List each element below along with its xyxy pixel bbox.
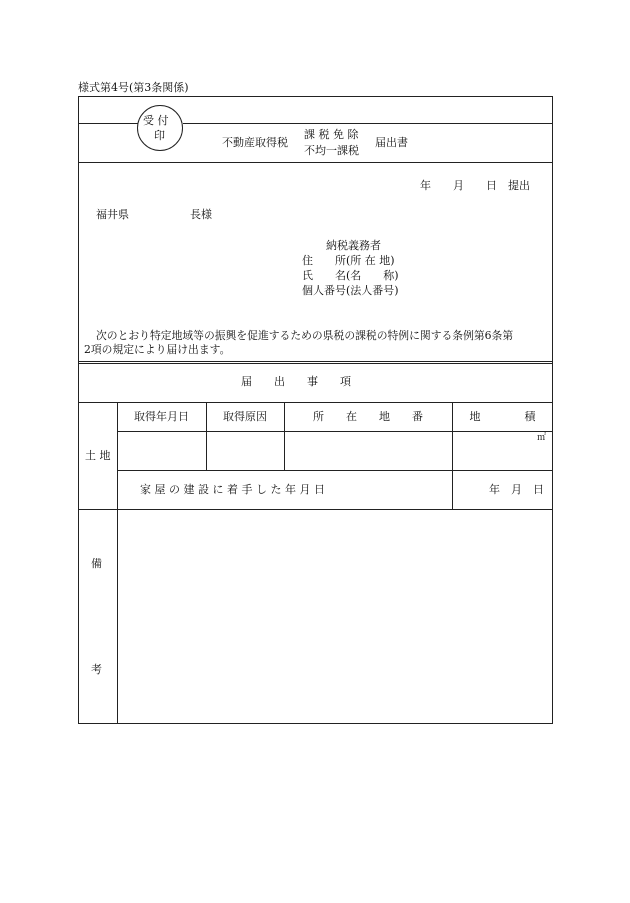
tax-name: 不動産取得税	[222, 136, 288, 149]
taxpayer-id-label: 個人番号(法人番号)	[302, 284, 399, 297]
land-header-divider	[117, 431, 553, 432]
construction-start-label: 家 屋 の 建 設 に 着 手 し た 年 月 日	[140, 483, 325, 496]
section-title: 届 出 事 項	[241, 375, 351, 388]
applicant-divider-a	[78, 361, 553, 362]
body-text-line1: 次のとおり特定地域等の振興を促進するための県税の課税の特例に関する条例第6条第	[96, 329, 514, 342]
reception-seal	[137, 105, 183, 151]
col-header-acquisition-reason: 取得原因	[223, 410, 267, 423]
submission-date: 年 月 日 提出	[420, 179, 530, 192]
taxpayer-address-label: 住 所(所 在 地)	[302, 254, 395, 267]
section-title-divider	[78, 402, 553, 403]
tax-type-bottom: 不均一課税	[304, 144, 359, 157]
header-divider	[78, 162, 553, 163]
col-header-area: 地 積	[469, 410, 536, 423]
applicant-divider-b	[78, 363, 553, 364]
remarks-label-char1: 備	[91, 557, 102, 570]
addressee-prefecture: 福井県	[96, 208, 129, 221]
doc-type: 届出書	[375, 136, 408, 149]
area-unit: ㎡	[537, 433, 547, 443]
col-header-acquisition-date: 取得年月日	[134, 410, 189, 423]
tax-type-top: 課 税 免 除	[304, 128, 359, 141]
seal-text-bottom: 印	[154, 129, 165, 142]
construction-start-date: 年 月 日	[489, 483, 544, 496]
land-row-divider	[117, 470, 553, 471]
addressee-suffix: 長様	[190, 208, 212, 221]
land-label: 土 地	[85, 449, 111, 462]
remarks-area	[118, 510, 552, 723]
remarks-label-char2: 考	[91, 663, 102, 676]
seal-text-top: 受 付	[143, 114, 169, 127]
body-text-line2: 2項の規定により届け出ます。	[84, 343, 231, 356]
form-number: 様式第4号(第3条関係)	[78, 81, 189, 94]
taxpayer-name-label: 氏 名(名 称)	[302, 269, 399, 282]
seal-line-left	[78, 123, 138, 124]
taxpayer-heading: 納税義務者	[326, 239, 381, 252]
col-header-location: 所 在 地 番	[313, 410, 423, 423]
seal-line-right	[183, 123, 553, 124]
